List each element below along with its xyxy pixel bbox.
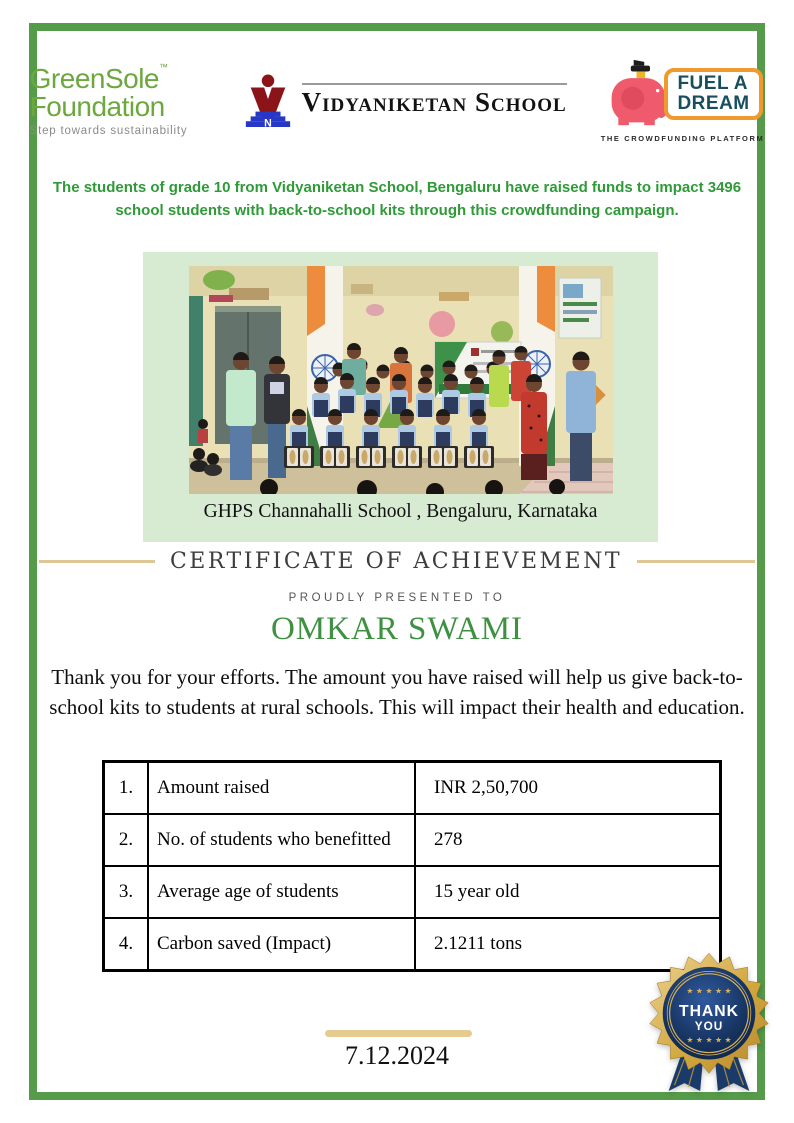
date-text: 7.12.2024 <box>345 1041 449 1070</box>
fuel-a-dream-line1: FUEL A <box>677 73 749 95</box>
school-photo <box>189 266 613 494</box>
table-row <box>104 918 721 971</box>
row-label: Amount raised <box>148 762 415 815</box>
row-label: No. of students who benefitted <box>148 814 415 866</box>
photo-notice-board <box>559 278 601 338</box>
impact-table <box>102 760 722 972</box>
date-rule <box>325 1030 472 1037</box>
badge-stars-top: ★ ★ ★ ★ ★ <box>686 986 732 996</box>
row-value: 2.1211 tons <box>415 918 721 971</box>
greensole-foundation-logo <box>30 63 208 138</box>
fuel-a-dream-tagline: THE CROWDFUNDING PLATFORM <box>600 134 765 143</box>
badge-word-you: YOU <box>694 1018 724 1033</box>
fuel-a-dream-logo <box>601 58 765 143</box>
heading-rule-left <box>39 560 155 563</box>
table-row <box>104 814 721 866</box>
table-row <box>104 762 721 815</box>
thank-you-badge <box>645 951 773 1101</box>
row-number: 2. <box>104 814 149 866</box>
fuel-a-dream-wordmark <box>664 68 762 120</box>
recipient-name: OMKAR SWAMI <box>270 611 524 647</box>
trademark-symbol: ™ <box>159 62 168 73</box>
row-number: 4. <box>104 918 149 971</box>
vidyaniketan-emblem-icon <box>242 72 294 130</box>
vidyaniketan-name: Vidyaniketan School <box>302 83 567 118</box>
row-number: 1. <box>104 762 149 815</box>
greensole-tagline: Step towards sustainability <box>29 125 188 138</box>
vidyaniketan-school-logo <box>242 72 567 130</box>
presented-label: PROUDLY PRESENTED TO <box>288 592 506 604</box>
certificate-heading-row <box>0 549 794 574</box>
certificate-title: CERTIFICATE OF ACHIEVEMENT <box>169 549 623 574</box>
intro-text: The students of grade 10 from Vidyaniketan School, Bengaluru have raised funds to impact 3496 school students with back-to-school kits through this crowdfunding campaign. <box>52 179 742 220</box>
row-value: 278 <box>415 814 721 866</box>
row-number: 3. <box>104 866 149 918</box>
table-row <box>104 866 721 918</box>
row-value: 15 year old <box>415 866 721 918</box>
photo-caption: GHPS Channahalli School , Bengaluru, Karnataka <box>203 501 598 522</box>
heading-rule-right <box>637 560 755 563</box>
photo-adult-green-shirt <box>226 352 256 480</box>
thank-you-message: Thank you for your efforts. The amount you have raised will help us give back-to-school kits to students at rural schools. This will impact their health and education. <box>49 665 745 720</box>
greensole-name-line2: Foundation <box>29 91 165 123</box>
photo-box <box>143 252 658 542</box>
row-label: Average age of students <box>148 866 415 918</box>
fuel-a-dream-line2: DREAM <box>677 93 750 114</box>
vidyaniketan-n-letter: N <box>263 117 272 130</box>
row-label: Carbon saved (Impact) <box>148 918 415 971</box>
greensole-name-line1: GreenSole <box>29 63 160 95</box>
row-value: INR 2,50,700 <box>415 762 721 815</box>
badge-word-thank: THANK <box>678 1003 740 1021</box>
header-logos <box>0 58 794 143</box>
badge-stars-bottom: ★ ★ ★ ★ ★ <box>686 1035 732 1045</box>
fuel-a-dream-logo-top <box>602 58 762 130</box>
greensole-name <box>30 63 208 93</box>
